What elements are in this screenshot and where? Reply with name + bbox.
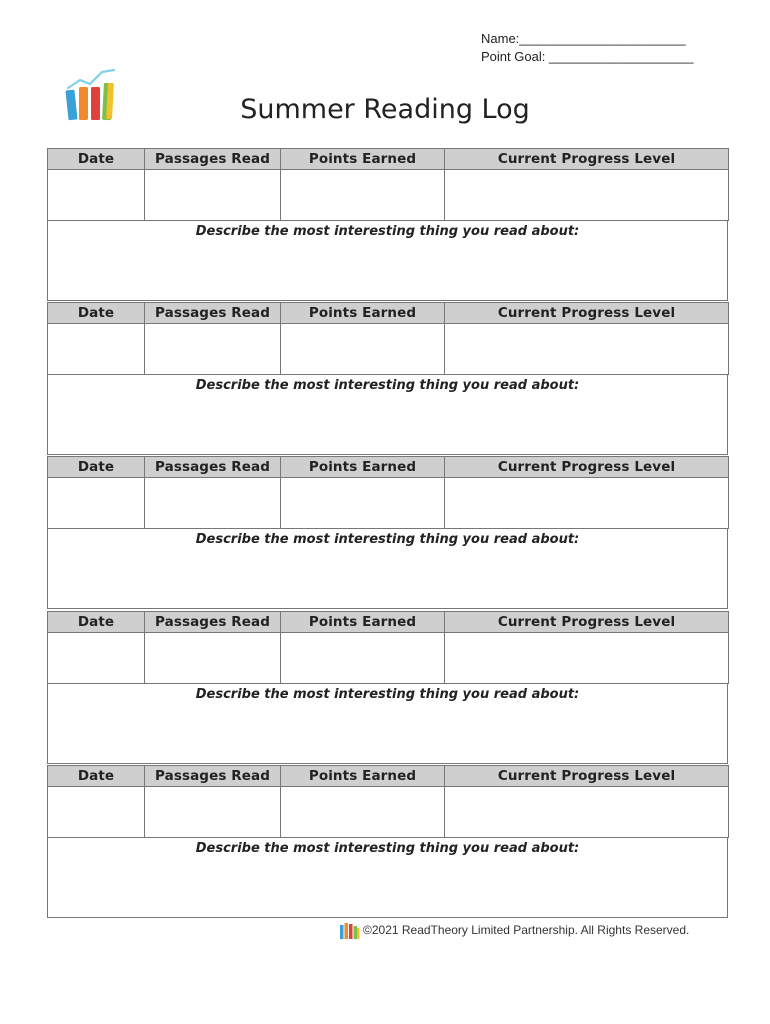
points-earned-cell[interactable] bbox=[281, 170, 445, 221]
points-earned-cell[interactable] bbox=[281, 787, 445, 838]
name-line[interactable]: Name:_______________________ bbox=[481, 31, 686, 46]
column-header: Current Progress Level bbox=[445, 149, 729, 170]
log-table bbox=[47, 765, 729, 838]
date-cell[interactable] bbox=[48, 787, 145, 838]
column-header: Points Earned bbox=[281, 766, 445, 787]
description-box[interactable] bbox=[47, 529, 728, 609]
table-row bbox=[48, 787, 729, 838]
description-prompt: Describe the most interesting thing you read about: bbox=[195, 687, 580, 702]
column-header: Current Progress Level bbox=[445, 766, 729, 787]
column-header: Current Progress Level bbox=[445, 303, 729, 324]
table-header-row bbox=[48, 766, 729, 787]
log-table bbox=[47, 456, 729, 529]
footer bbox=[340, 921, 689, 939]
point-goal-line[interactable]: Point Goal: ____________________ bbox=[481, 49, 694, 64]
table-header-row bbox=[48, 612, 729, 633]
description-box[interactable] bbox=[47, 221, 728, 301]
passages-read-cell[interactable] bbox=[145, 170, 281, 221]
column-header: Points Earned bbox=[281, 457, 445, 478]
progress-level-cell[interactable] bbox=[445, 787, 729, 838]
column-header: Current Progress Level bbox=[445, 457, 729, 478]
table-row bbox=[48, 324, 729, 375]
column-header: Points Earned bbox=[281, 149, 445, 170]
column-header: Passages Read bbox=[145, 149, 281, 170]
progress-level-cell[interactable] bbox=[445, 633, 729, 684]
column-header: Date bbox=[48, 766, 145, 787]
description-box[interactable] bbox=[47, 375, 728, 455]
table-header-row bbox=[48, 457, 729, 478]
log-entry bbox=[47, 765, 728, 918]
date-cell[interactable] bbox=[48, 170, 145, 221]
progress-level-cell[interactable] bbox=[445, 324, 729, 375]
log-entry bbox=[47, 148, 728, 301]
log-table bbox=[47, 302, 729, 375]
readtheory-small-logo-icon bbox=[340, 922, 360, 939]
passages-read-cell[interactable] bbox=[145, 324, 281, 375]
column-header: Passages Read bbox=[145, 766, 281, 787]
table-row bbox=[48, 170, 729, 221]
column-header: Passages Read bbox=[145, 303, 281, 324]
log-table bbox=[47, 611, 729, 684]
date-cell[interactable] bbox=[48, 633, 145, 684]
passages-read-cell[interactable] bbox=[145, 787, 281, 838]
column-header: Date bbox=[48, 149, 145, 170]
table-header-row bbox=[48, 149, 729, 170]
column-header: Points Earned bbox=[281, 612, 445, 633]
description-box[interactable] bbox=[47, 838, 728, 918]
log-entry bbox=[47, 302, 728, 455]
progress-level-cell[interactable] bbox=[445, 170, 729, 221]
student-info bbox=[481, 30, 694, 66]
table-row bbox=[48, 633, 729, 684]
points-earned-cell[interactable] bbox=[281, 478, 445, 529]
table-header-row bbox=[48, 303, 729, 324]
passages-read-cell[interactable] bbox=[145, 633, 281, 684]
column-header: Passages Read bbox=[145, 457, 281, 478]
description-prompt: Describe the most interesting thing you read about: bbox=[195, 224, 580, 239]
column-header: Points Earned bbox=[281, 303, 445, 324]
column-header: Date bbox=[48, 457, 145, 478]
log-entry bbox=[47, 456, 728, 609]
copyright-text: ©2021 ReadTheory Limited Partnership. All Rights Reserved. bbox=[363, 923, 690, 937]
column-header: Current Progress Level bbox=[445, 612, 729, 633]
column-header: Date bbox=[48, 303, 145, 324]
description-prompt: Describe the most interesting thing you read about: bbox=[195, 841, 580, 856]
points-earned-cell[interactable] bbox=[281, 324, 445, 375]
column-header: Passages Read bbox=[145, 612, 281, 633]
column-header: Date bbox=[48, 612, 145, 633]
log-table bbox=[47, 148, 729, 221]
points-earned-cell[interactable] bbox=[281, 633, 445, 684]
table-row bbox=[48, 478, 729, 529]
page-title: Summer Reading Log bbox=[240, 94, 530, 125]
date-cell[interactable] bbox=[48, 324, 145, 375]
passages-read-cell[interactable] bbox=[145, 478, 281, 529]
description-box[interactable] bbox=[47, 684, 728, 764]
date-cell[interactable] bbox=[48, 478, 145, 529]
description-prompt: Describe the most interesting thing you read about: bbox=[195, 532, 580, 547]
log-entry bbox=[47, 611, 728, 764]
progress-level-cell[interactable] bbox=[445, 478, 729, 529]
description-prompt: Describe the most interesting thing you read about: bbox=[195, 378, 580, 393]
